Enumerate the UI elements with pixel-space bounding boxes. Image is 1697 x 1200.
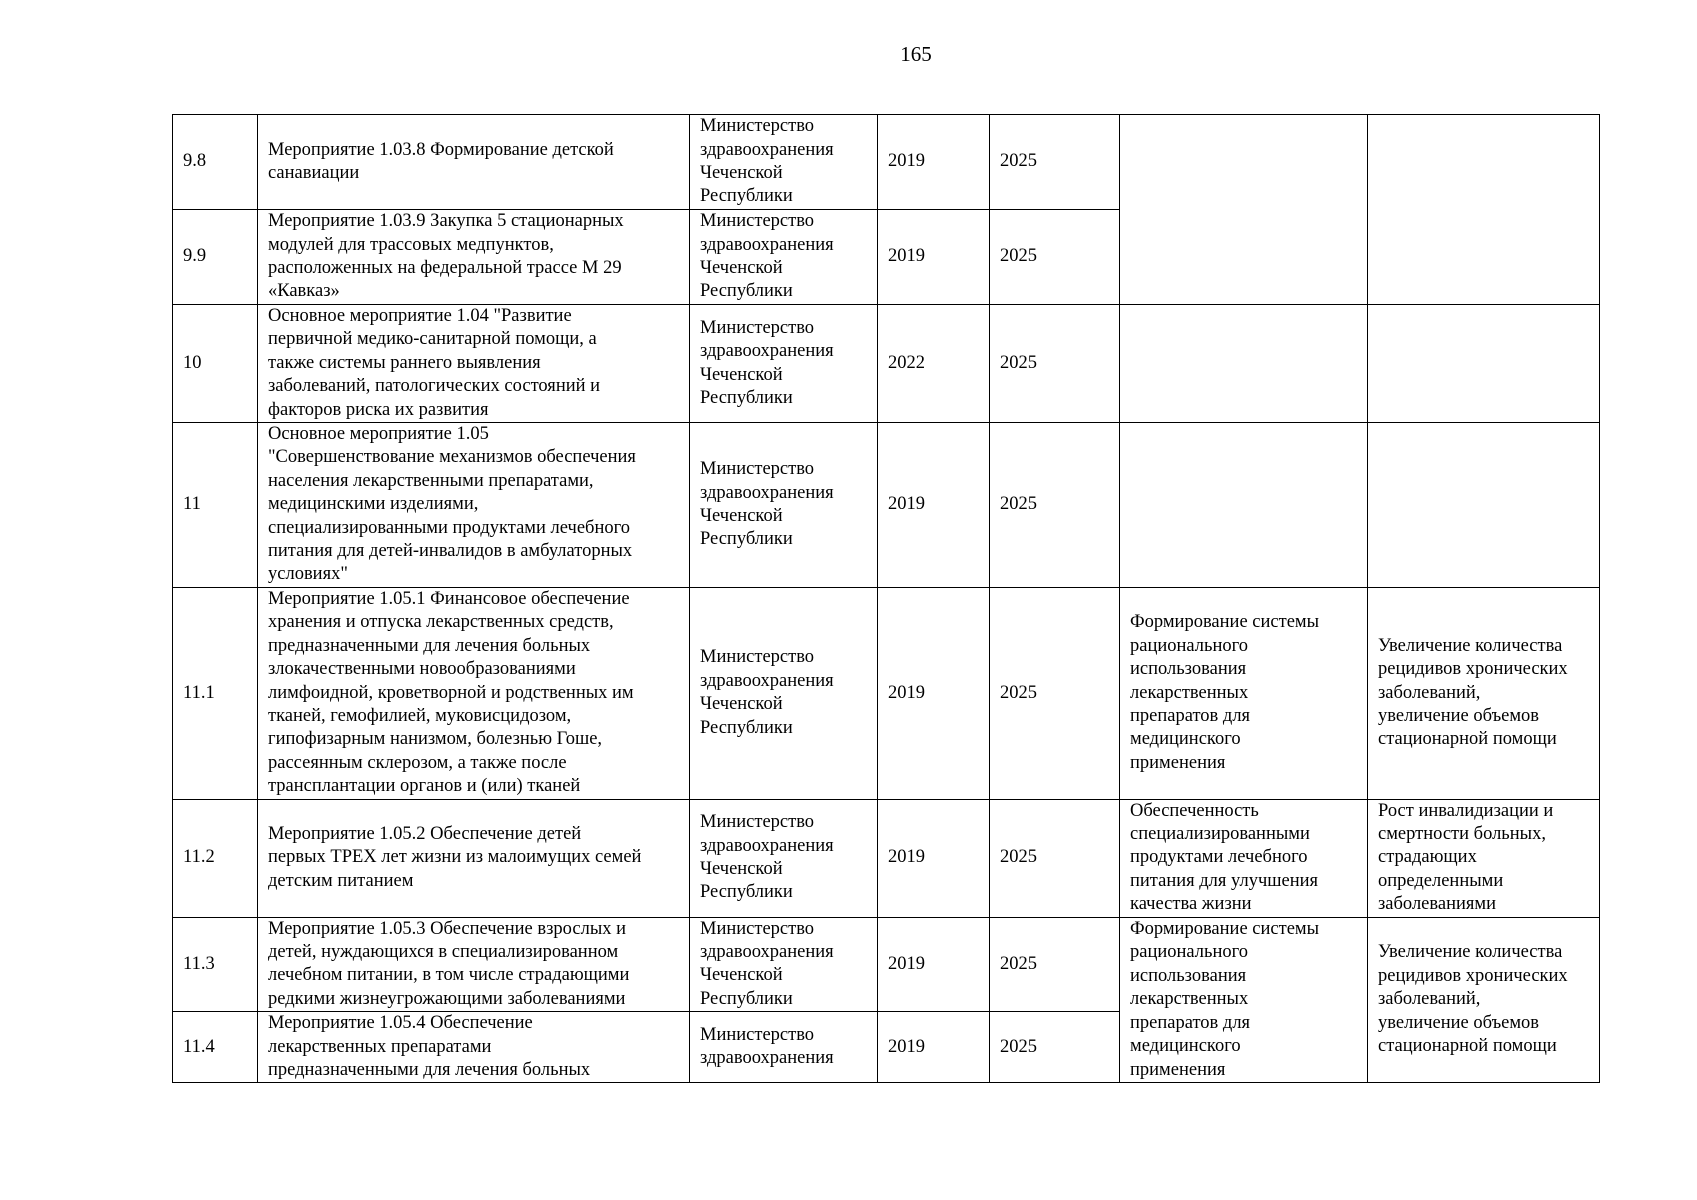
start-year-cell: 2019 xyxy=(878,423,990,588)
measure-description-cell: Мероприятие 1.05.3 Обеспечение взрослых и детей, нуждающихся в специализированном лечебном питании, в том числе страдающими редкими жизнеугрожающими заболеваниями xyxy=(258,917,690,1012)
responsible-executor-cell: Министерство здравоохранения Чеченской Республики xyxy=(690,587,878,799)
expected-result-cell xyxy=(1120,305,1368,423)
expected-result-cell xyxy=(1120,115,1368,305)
start-year-cell: 2019 xyxy=(878,115,990,210)
measures-table xyxy=(172,114,1600,1083)
responsible-executor-cell: Министерство здравоохранения Чеченской Республики xyxy=(690,799,878,917)
row-number-cell: 11.1 xyxy=(173,587,258,799)
expected-result-cell: Обеспеченность специализированными продуктами лечебного питания для улучшения качества жизни xyxy=(1120,799,1368,917)
start-year-cell: 2019 xyxy=(878,587,990,799)
row-number-cell: 9.9 xyxy=(173,210,258,305)
row-number-cell: 11.4 xyxy=(173,1012,258,1083)
end-year-cell: 2025 xyxy=(990,115,1120,210)
responsible-executor-cell: Министерство здравоохранения Чеченской Республики xyxy=(690,305,878,423)
measure-description-cell: Мероприятие 1.05.2 Обеспечение детей первых ТРЕХ лет жизни из малоимущих семей детским питанием xyxy=(258,799,690,917)
table-row xyxy=(173,799,1600,917)
measure-description-cell: Основное мероприятие 1.04 "Развитие первичной медико-санитарной помощи, а также системы раннего выявления заболеваний, патологических состояний и факторов риска их развития xyxy=(258,305,690,423)
consequence-cell: Увеличение количества рецидивов хронических заболеваний, увеличение объемов стационарной помощи xyxy=(1368,587,1600,799)
expected-result-cell xyxy=(1120,423,1368,588)
responsible-executor-cell: Министерство здравоохранения Чеченской Республики xyxy=(690,210,878,305)
start-year-cell: 2019 xyxy=(878,799,990,917)
consequence-cell: Рост инвалидизации и смертности больных, страдающих определенными заболеваниями xyxy=(1368,799,1600,917)
start-year-cell: 2019 xyxy=(878,917,990,1012)
end-year-cell: 2025 xyxy=(990,305,1120,423)
end-year-cell: 2025 xyxy=(990,587,1120,799)
expected-result-cell: Формирование системы рационального использования лекарственных препаратов для медицинского применения xyxy=(1120,917,1368,1083)
row-number-cell: 11 xyxy=(173,423,258,588)
page-number: 165 xyxy=(900,42,932,66)
table-row xyxy=(173,423,1600,588)
end-year-cell: 2025 xyxy=(990,210,1120,305)
responsible-executor-cell: Министерство здравоохранения xyxy=(690,1012,878,1083)
consequence-cell xyxy=(1368,305,1600,423)
responsible-executor-cell: Министерство здравоохранения Чеченской Республики xyxy=(690,917,878,1012)
consequence-cell: Увеличение количества рецидивов хронических заболеваний, увеличение объемов стационарной помощи xyxy=(1368,917,1600,1083)
end-year-cell: 2025 xyxy=(990,423,1120,588)
measure-description-cell: Мероприятие 1.03.8 Формирование детской санавиации xyxy=(258,115,690,210)
table-row xyxy=(173,917,1600,1012)
end-year-cell: 2025 xyxy=(990,799,1120,917)
row-number-cell: 11.3 xyxy=(173,917,258,1012)
measure-description-cell: Мероприятие 1.03.9 Закупка 5 стационарных модулей для трассовых медпунктов, расположенных на федеральной трассе М 29 «Кавказ» xyxy=(258,210,690,305)
expected-result-cell: Формирование системы рационального использования лекарственных препаратов для медицинского применения xyxy=(1120,587,1368,799)
end-year-cell: 2025 xyxy=(990,1012,1120,1083)
responsible-executor-cell: Министерство здравоохранения Чеченской Республики xyxy=(690,423,878,588)
measure-description-cell: Мероприятие 1.05.4 Обеспечение лекарственных препаратами предназначенными для лечения больных xyxy=(258,1012,690,1083)
consequence-cell xyxy=(1368,115,1600,305)
consequence-cell xyxy=(1368,423,1600,588)
table-row xyxy=(173,115,1600,210)
start-year-cell: 2019 xyxy=(878,1012,990,1083)
start-year-cell: 2019 xyxy=(878,210,990,305)
row-number-cell: 9.8 xyxy=(173,115,258,210)
row-number-cell: 10 xyxy=(173,305,258,423)
table-row xyxy=(173,305,1600,423)
measure-description-cell: Мероприятие 1.05.1 Финансовое обеспечение хранения и отпуска лекарственных средств, предназначенными для лечения больных злокачественными новообразованиями лимфоидной, кроветворной и родственных им тканей, гемофилией, муковисцидозом, гипофизарным нанизмом, болезнью Гоше, рассеянным склерозом, а также после трансплантации органов и (или) тканей xyxy=(258,587,690,799)
end-year-cell: 2025 xyxy=(990,917,1120,1012)
row-number-cell: 11.2 xyxy=(173,799,258,917)
start-year-cell: 2022 xyxy=(878,305,990,423)
table-row xyxy=(173,587,1600,799)
responsible-executor-cell: Министерство здравоохранения Чеченской Республики xyxy=(690,115,878,210)
measure-description-cell: Основное мероприятие 1.05 "Совершенствование механизмов обеспечения населения лекарственными препаратами, медицинскими изделиями, специализированными продуктами лечебного питания для детей-инвалидов в амбулаторных условиях" xyxy=(258,423,690,588)
